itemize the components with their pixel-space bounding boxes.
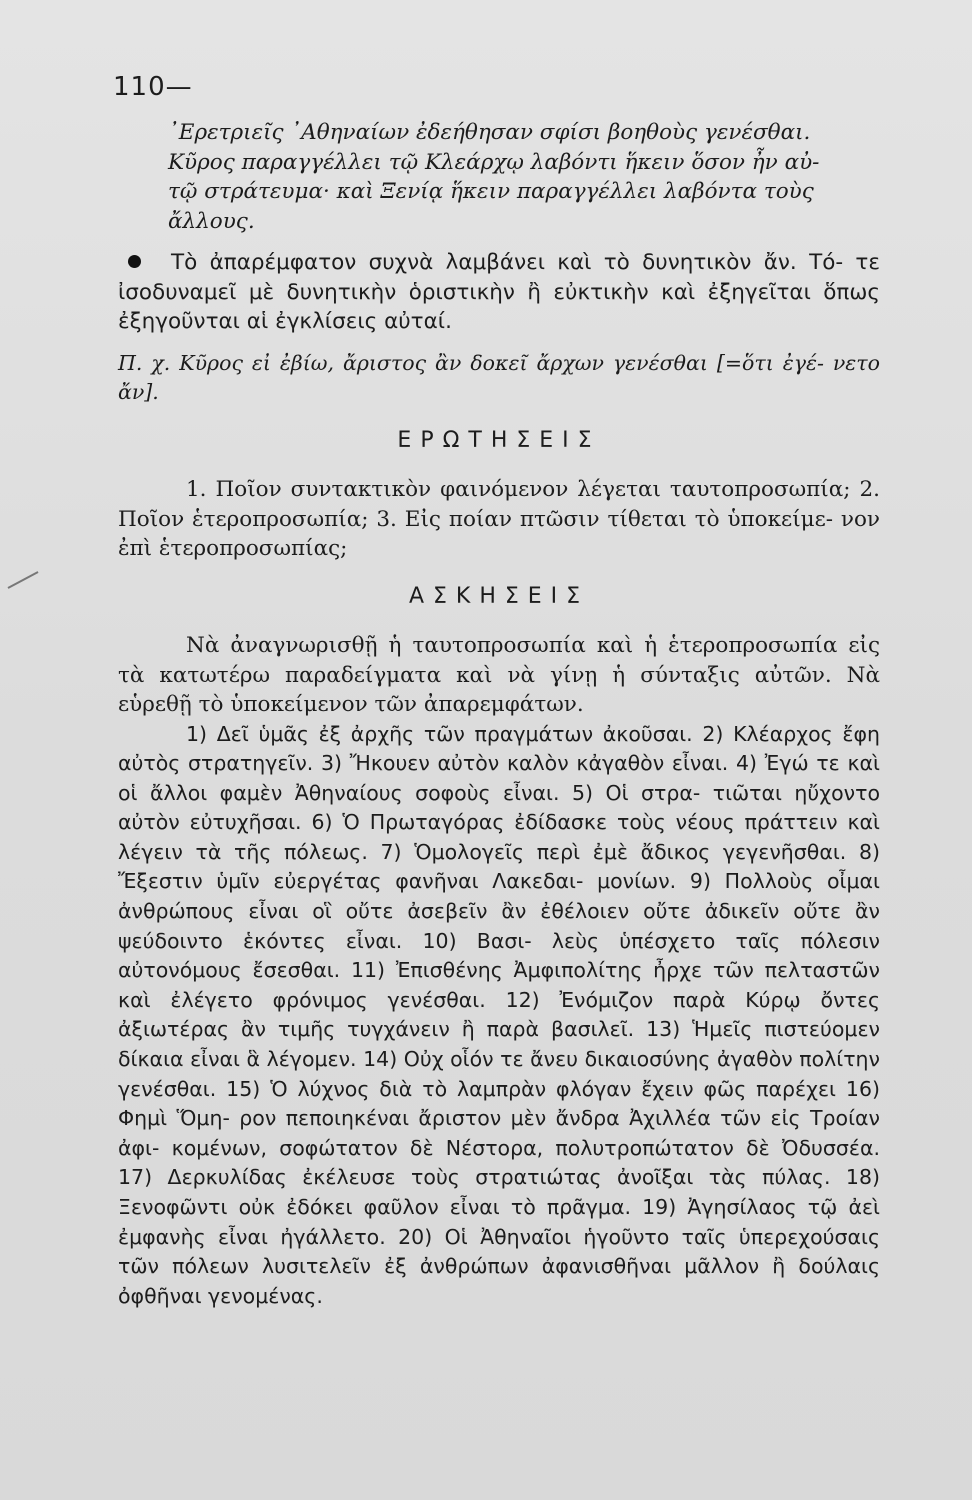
exercises-intro: Νὰ ἀναγνωρισθῇ ἡ ταυτοπροσωπία καὶ ἡ ἑτεροπροσωπία εἰς τὰ κατωτέρω παραδείγματα καὶ νὰ γίνῃ ἡ σύνταξις αὐτῶν. Νὰ εὑρεθῇ τὸ ὑποκείμενον τῶν ἀπαρεμφάτων. xyxy=(118,633,880,717)
example-line: ᾽Ερετριεῖς ᾽Αθηναίων ἐδεήθησαν σφίσι βοηθοὺς γενέσθαι. xyxy=(168,120,811,145)
example-2: Π. χ. Κῦρος εἰ ἐβίω, ἄριστος ἂν δοκεῖ ἄρχων γενέσθαι [=ὅτι ἐγέ- νετο ἄν]. xyxy=(118,350,880,404)
example-line: Κῦρος παραγγέλλει τῷ Κλεάρχῳ λαβόντι ἥκειν ὅσον ἦν αὐ- xyxy=(168,149,820,175)
page-number: 110— xyxy=(113,72,193,102)
note-paragraph xyxy=(118,248,880,337)
margin-pencil-mark xyxy=(8,571,39,589)
example-block xyxy=(118,118,880,236)
exercises-heading: ΑΣΚΗΣΕΙΣ xyxy=(408,583,590,609)
page-body xyxy=(118,118,880,1311)
exercises-text: 1) Δεῖ ὑμᾶς ἐξ ἀρχῆς τῶν πραγμάτων ἀκοῦσαι. 2) Κλέαρχος ἔφη αὐτὸς στρατηγεῖν. 3) Ἤκουεν αὐτὸν καλὸν κἀγαθὸν εἶναι. 4) Ἐγώ τε καὶ οἱ ἄλλοι φαμὲν Ἀθηναίους σοφοὺς εἶναι. 5) Οἱ στρα- τιῶται ηὔχοντο αὐτὸν εὐτυχῆσαι. 6) Ὁ Πρωταγόρας ἐδίδασκε τοὺς νέους πράττειν καὶ λέγειν τὰ τῆς πόλεως. 7) Ὁμολογεῖς περὶ ἐμὲ ἄδικος γεγενῆσθαι. 8) Ἔξεστιν ὑμῖν εὐεργέτας φανῆναι Λακεδαι- μονίων. 9) Πολλοὺς οἶμαι ἀνθρώπους εἶναι οἳ οὔτε ἀσεβεῖν ἂν ἐθέλοιεν οὔτε ἀδικεῖν οὔτε ἂν ψεύδοιντο ἑκόντες εἶναι. 10) Βασι- λεὺς ὑπέσχετο ταῖς πόλεσιν αὐτονόμους ἔσεσθαι. 11) Ἐπισθένης Ἀμφιπολίτης ἦρχε τῶν πελταστῶν καὶ ἐλέγετο φρόνιμος γενέσθαι. 12) Ἐνόμιζον παρὰ Κύρῳ ὄντες ἀξιωτέρας ἂν τιμῆς τυγχάνειν ἢ παρὰ βασιλεῖ. 13) Ἡμεῖς πιστεύομεν δίκαια εἶναι ἃ λέγομεν. 14) Οὐχ οἷόν τε ἄνευ δικαιοσύνης ἀγαθὸν πολίτην γενέσθαι. 15) Ὁ λύχνος διὰ τὸ λαμπρὰν φλόγαν ἔχειν φῶς παρέχει 16) Φημὶ Ὅμη- ρον πεποιηκέναι ἄριστον μὲν ἄνδρα Ἀχιλλέα τῶν εἰς Τροίαν ἀφι- κομένων, σοφώτατον δὲ Νέστορα, πολυτροπώτατον δὲ Ὀδυσσέα. 17) Δερκυλίδας ἐκέλευσε τοὺς στρατιώτας ἀνοῖξαι τὰς πύλας. 18) Ξενοφῶντι οὐκ ἐδόκει φαῦλον εἶναι τὸ πρᾶγμα. 19) Ἀγησίλαος τῷ ἀεὶ ἐμφανὴς εἶναι ἠγάλλετο. 20) Οἱ Ἀθηναῖοι ἡγοῦντο ταῖς ὑπερεχούσαις τῶν πόλεων λυσιτελεῖν ἐξ ἀνθρώπων ἀφανισθῆναι μᾶλλον ἢ δούλαις ὀφθῆναι γενομένας. xyxy=(118,721,880,1308)
note-text: Τὸ ἀπαρέμφατον συχνὰ λαμβάνει καὶ τὸ δυνητικὸν ἄν. Τό- τε ἰσοδυναμεῖ μὲ δυνητικὴν ὁριστικὴν ἢ εὐκτικὴν καὶ ἐξηγεῖται ὅπως ἐξηγοῦνται αἱ ἐγκλίσεις αὐταί. xyxy=(118,250,880,334)
bullet-icon xyxy=(128,255,141,268)
questions-heading: ΕΡΩΤΗΣΕΙΣ xyxy=(397,427,601,453)
example-line: ἄλλους. xyxy=(168,208,255,234)
questions-text: 1. Ποῖον συντακτικὸν φαινόμενον λέγεται ταυτοπροσωπία; 2. Ποῖον ἑτεροπροσωπία; 3. Εἰς ποίαν πτῶσιν τίθεται τὸ ὑποκείμε- νον ἐπὶ ἑτεροπροσωπίας; xyxy=(118,477,880,561)
example-line: τῷ στράτευμα· καὶ Ξενίᾳ ἥκειν παραγγέλλει λαβόντα τοὺς xyxy=(168,179,814,204)
